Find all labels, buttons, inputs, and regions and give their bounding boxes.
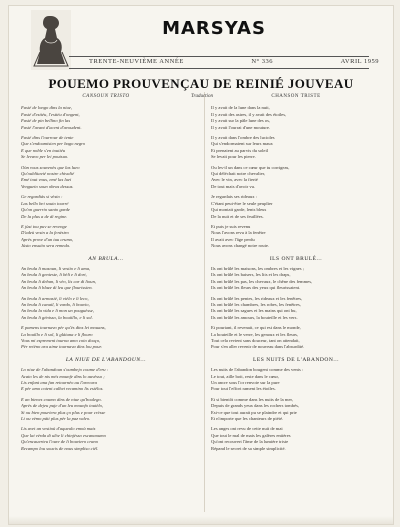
poem-line: De la nuit et de ses feuillées. [211,213,264,219]
poem-line: Il avait avec l'âge perdu [211,236,255,242]
poem-line: Qu'oublitavié nostre chivalié [21,171,75,177]
poem-line: Ils ont brûlé les chambres, les robes, les fenêtres, [211,301,301,307]
poem-line: An brula li génisso, la bouiillo, e li sol. [21,314,93,320]
poem-line: Fasié dins l'ourrour de tente [21,135,74,141]
poem-line: Il y avait des astres, il y avait des étoiles, [211,111,287,117]
poem-line: Les anges ont revu de cette nuit de mai [211,426,283,432]
poem-line: Lis avet an vestioù d'aqueulo emoù mais [21,426,96,432]
poem-line: E pèr amo cotent calhet recamino lis estèlos. [21,386,104,392]
poem-line: An brula li armasiè, li vièlo e li leco, [21,295,89,301]
stanza [211,165,381,191]
poem-line: Ils ont brûlé les pentes, les rideaux et les fenêtres, [211,295,303,301]
stanza [21,135,191,161]
poem-line: Et pourtant, il revenait, ce qui est dans le monde, [211,325,301,331]
poem-line: Il y avait de la lune dans la nuit, [211,105,270,111]
masthead-rule [69,68,369,69]
issue-number: N° 336 [251,58,274,65]
poem-line: Pour s'en aller revenir de nouveau dans l'absurdité. [211,344,305,350]
stanza [21,296,191,322]
translation-label: Traduction [191,94,213,99]
poem-line: Après de dejeu puje d'un leu mounfo toutèlo, [21,403,104,409]
poem-line: D'adeù vesin a la fenèstro [21,230,69,236]
poem-line: Emé tout vous, emé las luei [21,177,72,183]
french-column [211,94,381,456]
masthead-rule [69,56,369,57]
stanza [211,325,381,351]
poem-line: Nous l'avons revu à la fenêtre [211,230,266,236]
page-edge [9,516,393,524]
poem-line: Se levavo per lei poutsuo. [21,154,69,160]
poem-line: Fasié de longo dins la niue, [21,105,73,111]
section-title: CANSOUN TRISTO [82,94,130,99]
stanza [211,397,381,423]
stanza [21,426,191,452]
stanza [21,266,191,292]
masthead [9,6,393,72]
stanza [211,266,381,292]
poem-line: Qu'on guerrio santo garde [21,207,70,213]
poem-line: Est-ce que tout aurait pu se plaindre et qui prie [211,409,297,415]
poem-line: Recampo lou soucis de nous simpliso cièl. [21,445,99,451]
poem-line: Et si bientôt comme dans les nuits de la mer, [211,396,293,402]
poem-line: Nous avons changé notre route. [211,243,270,249]
stanza [21,397,191,423]
poem-line: Lo niue de l'abandoun s'oumbejo coume d'eru : [21,367,109,373]
poem-line: Il y avait dans l'ombre des lucioles [211,135,275,141]
poem-line: An brula li canail, li vardo, li bouvio, [21,301,90,307]
journal-page [8,5,394,525]
poem-stanzas [211,266,381,351]
stanza [211,426,381,452]
poem-line: Depuis de grands yeux dans les rochers tombés, [211,403,300,409]
poem-line: Et puis je suis revenu [211,223,251,229]
poem-line: Après prove d'un tuu crumo, [21,236,74,242]
poem-line: Ils ont brûlé les sagues et les mains qui ont bu, [211,308,297,314]
stanza [21,224,191,250]
poem-stanzas [211,367,381,452]
section-title: AN BRULA... [88,255,124,262]
journal-title: MARSYAS [162,18,266,39]
poem-line: Acato les de nis més mounfe dins lo auvèsso ; [21,373,105,379]
poem-line: Pèr retèno ara aime tournava dins lou pour. [21,344,102,350]
issue-line [89,58,379,65]
stanza [21,105,191,131]
poem-line: Que lai vèrda di ulòe li chinjèsso escanaoumo [21,432,106,438]
poem-line: Le tout, aille boit, reste dans le cœur, [211,373,279,379]
poem-line: Fasié d'estiéu, l'estiéu d'ongent, [21,111,80,117]
poem-line: Qu'ont recouvert l'âme de la lumière triste [211,439,289,445]
poem-line: Je regardais ses rideaux : [211,194,257,200]
poem-line: Ils ont brûlé les pas, les chevaux, le chêne des femmes, [211,278,313,284]
poem-line: An brula li genieste, li bèli e li dort, [21,272,87,278]
poem-line: La bouillo e li sol, li glàiuna e li flouro [21,331,93,337]
poem-line: Qu'encauerteu l'oure de li bouviero crano [21,439,99,445]
poem-line: Oùn vous souvenès que las lueo [21,164,80,170]
poem-line: Les nuits de l'abandon bougent comme des vents : [211,367,304,373]
section-title: LA NIUE DE L'ABANDOUN... [65,356,147,363]
poem-line: Et prenaient au parvis du soleil [211,147,269,153]
poem-stanzas [21,367,191,452]
poem-line: Avec le vin, avec la fierté [211,177,258,183]
poem-line: E que noble s'en toutiéu [21,147,66,153]
section-title: LES NUITS DE L'ABANDON... [253,356,339,363]
stanza [211,224,381,250]
poem-line: An brula li blaze di leu que flourissien. [21,285,93,291]
poem-line: De la plus a de di regine. [21,213,68,219]
poem-title: POUEMO PROUVENÇAU DE REINIÉ JOUVEAU [48,76,354,91]
poem-line: De tout mais d'avoir vu. [211,183,256,189]
poem-line: E pamens tournavo pèr qu'ès dins lei mouans, [21,325,106,331]
stanza [21,325,191,351]
column-divider [204,92,205,512]
poem-line: Fasié l'avant d'acent d'avoudent. [21,124,82,130]
poem-line: Qui s'endormaient sur leurs maux [211,141,273,147]
poem-line: Vous mi esprement tourna amo coto douço, [21,338,101,343]
poem-line: An brula la vida e li mon un pouguèsse, [21,308,95,314]
poem-line: Que tout le mal de mais les galères entières [211,432,291,438]
poem-line: An brula li deban, li vèo, lis car di lioun, [21,278,97,284]
stanza [21,194,191,220]
section-title: CHANSON TRISTE [271,94,321,99]
poem-stanzas [211,105,381,249]
poem-line: C'étant peut-être le seule peuplier [211,200,273,206]
poem-line: Qui montait garde, lents bleus [211,207,267,213]
poem-line: E an bienes coumo dins de niue qu'boulego. [21,396,102,402]
stanza [211,367,381,393]
stanza [211,194,381,220]
poem-line: Ils ont brûlé les baisers, les lits et les draps, [211,272,291,278]
poem-line: Ils ont brûlé les maisons, les ombres et les vignes ; [211,265,305,271]
poem-line: Ils ont brûlé les amours, la bouteille et les vers. [211,314,298,320]
stanza [211,135,381,161]
poem-line: Et n'importe que les chanteurs de piété. [211,416,284,422]
poem-line: Ils ont brûlé les fleurs des yeux qui fleurissaient. [211,285,301,291]
poem-line: Répand le secret de sa simple simplicité. [211,445,286,451]
poem-line: Ge regardiàs si vèsto : [21,194,63,200]
poem-line: Qui déléchait notre chevalier, [211,171,266,177]
poem-line: Las bello bei souto tourré [21,200,69,206]
poem-line: Fasié de pin bellino fin las [21,118,71,124]
poem-line: Ou les-il un dans ce cœur que tu corrigeas, [211,164,290,170]
poem-line: Li ou vèmo pàti plus pèr la paz valeo. [21,416,91,422]
stanza [211,105,381,131]
issue-date: AVRIL 1959 [340,58,379,65]
poem-line: Jùsto ensuito sera remeda. [21,243,71,249]
poem-line: Il y avait sur la pâle lune des os, [211,118,271,124]
stanza [21,367,191,393]
poem-line: Tout cela revient sans douceur, tant on attendait, [211,338,300,343]
poem-line: Lis enfant ana fan retournèo au l'arecura [21,380,97,386]
poem-line: Vengueto soun obras dessus. [21,183,74,189]
poem-line: Il y avait l'ourrai d'une mouture. [211,124,271,130]
poem-line: Que s'endoumisien per bago negro [21,141,86,147]
poem-stanzas [21,105,191,249]
poem-line: An brula li masoun, li vestio e li ama, [21,265,91,271]
seated-figure-illustration [31,10,71,70]
poem-line: Se levait pour les pierre. [211,154,256,160]
poem-line: La bouteille et le verre, les genoux et les fleurs, [211,331,299,337]
poem-line: Un ancre sous l'or renvoie sur la pure [211,380,280,386]
stanza [21,165,191,191]
poem-stanzas [21,266,191,351]
section-title: ILS ONT BRULÉ... [269,255,323,262]
provencal-column [21,94,213,456]
poem-line: Si ou bien pouriera plus ço plus e pour crèsse [21,409,106,415]
issue-year: TRENTE-NEUVIÈME ANNÉE [89,58,184,65]
stanza [211,296,381,322]
poem-line: Pour tout l'effort rament les étoiles. [211,386,276,392]
poem-line: E jùst tou puv se revenge [21,223,67,229]
